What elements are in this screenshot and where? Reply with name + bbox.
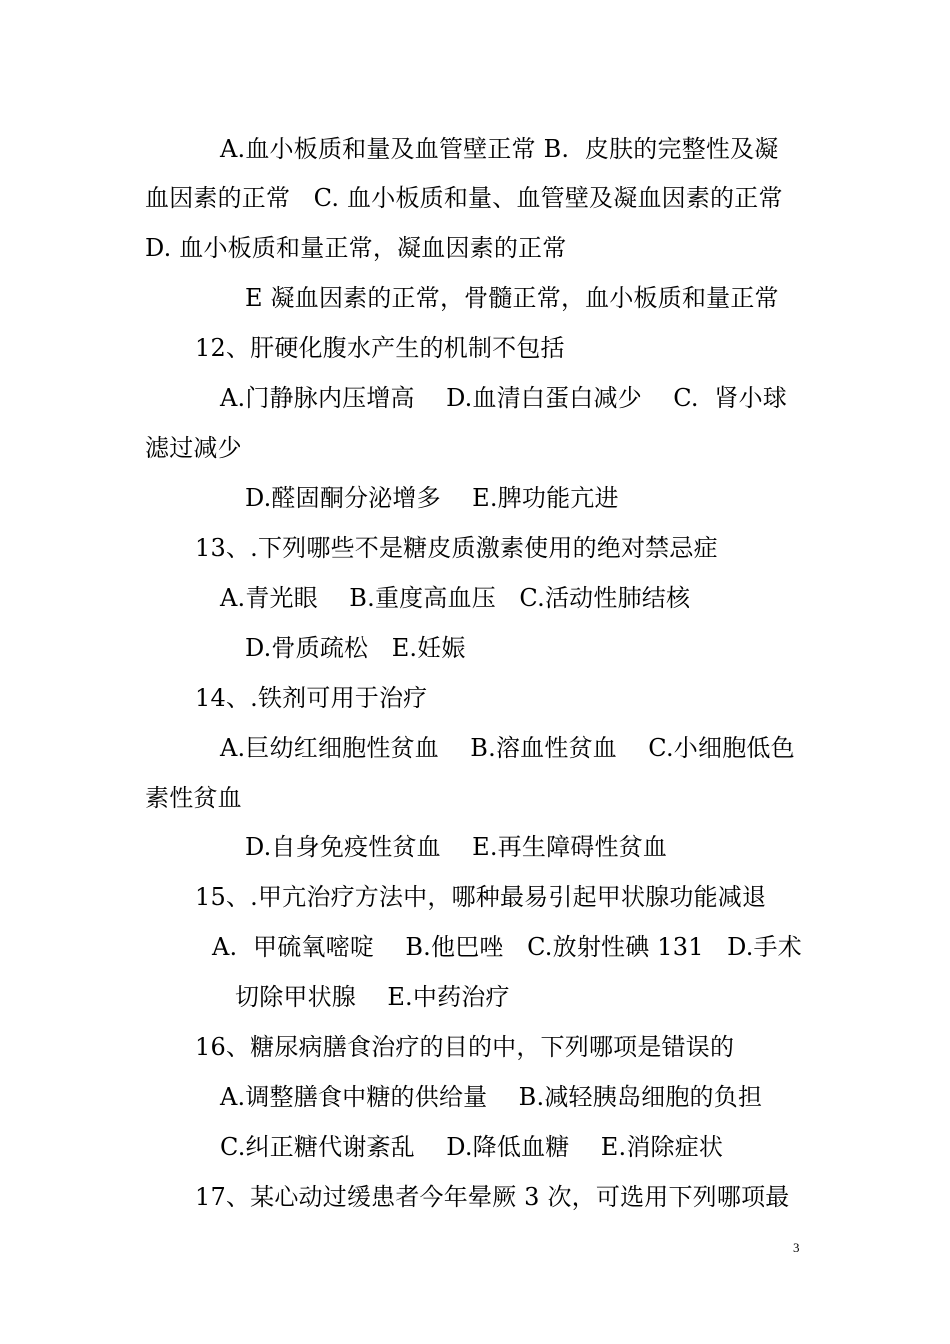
option-line: 血因素的正常 C. 血小板质和量、血管壁及凝血因素的正常 — [145, 184, 783, 212]
option-line: A.青光眼 B.重度高血压 C.活动性肺结核 — [220, 584, 691, 612]
option-line: 素性贫血 — [145, 784, 242, 812]
option-line: D.骨质疏松 E.妊娠 — [245, 634, 466, 662]
option-line: A.血小板质和量及血管壁正常 B. 皮肤的完整性及凝 — [220, 135, 779, 163]
option-line: D.自身免疫性贫血 E.再生障碍性贫血 — [245, 833, 668, 861]
option-line: A.调整膳食中糖的供给量 B.减轻胰岛细胞的负担 — [220, 1083, 763, 1111]
question-line: 16、糖尿病膳食治疗的目的中，下列哪项是错误的 — [195, 1033, 735, 1061]
option-line: D. 血小板质和量正常，凝血因素的正常 — [145, 234, 567, 262]
option-line: A.门静脉内压增高 D.血清白蛋白减少 C. 肾小球 — [220, 384, 788, 412]
question-line: 15、.甲亢治疗方法中，哪种最易引起甲状腺功能减退 — [195, 883, 767, 911]
question-line: 14、.铁剂可用于治疗 — [195, 684, 428, 712]
question-line: 13、.下列哪些不是糖皮质激素使用的绝对禁忌症 — [195, 534, 718, 562]
page-number: 3 — [793, 1240, 800, 1255]
option-line: C.纠正糖代谢紊乱 D.降低血糖 E.消除症状 — [220, 1133, 724, 1161]
question-line: 12、肝硬化腹水产生的机制不包括 — [195, 334, 565, 362]
option-line: 滤过减少 — [145, 434, 242, 462]
question-line: 17、某心动过缓患者今年晕厥 3 次，可选用下列哪项最 — [195, 1183, 790, 1211]
option-line: E 凝血因素的正常，骨髓正常，血小板质和量正常 — [245, 284, 779, 312]
option-line: D.醛固酮分泌增多 E.脾功能亢进 — [245, 484, 619, 512]
option-line: 切除甲状腺 E.中药治疗 — [235, 983, 510, 1011]
option-line: A.巨幼红细胞性贫血 B.溶血性贫血 C.小细胞低色 — [220, 734, 795, 762]
option-line: A. 甲硫氧嘧啶 B.他巴唑 C.放射性碘 131 D.手术 — [212, 933, 802, 961]
